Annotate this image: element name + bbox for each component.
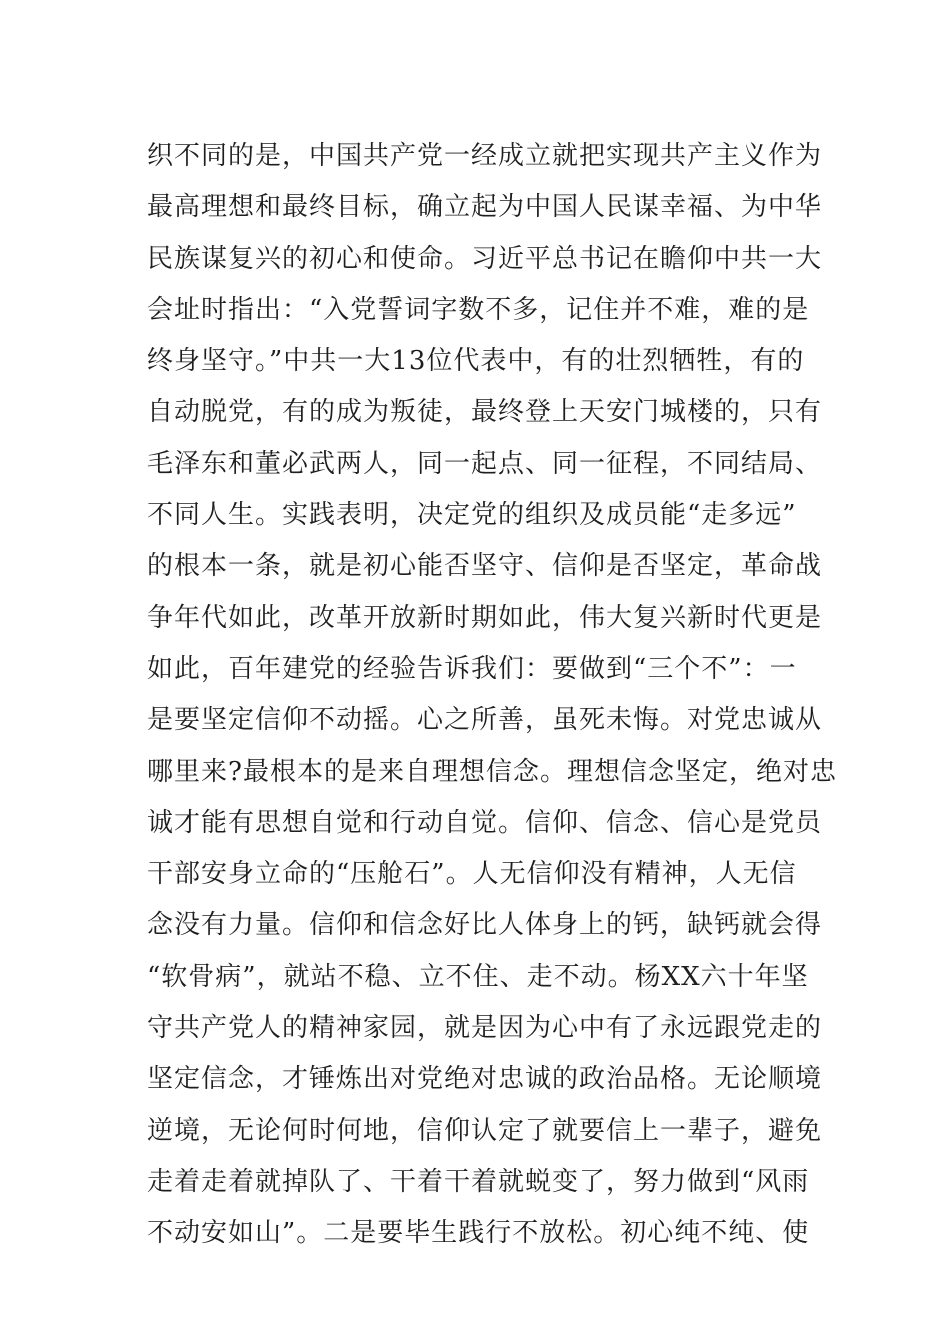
text-line-6: 自动脱党，有的成为叛徒，最终登上天安门城楼的，只有 [147,397,823,428]
text-line-22: 不动安如山”。二是要毕生践行不放松。初心纯不纯、使 [147,1218,810,1249]
body-text [147,131,837,1260]
text-line-15: 干部安身立命的“压舱石”。人无信仰没有精神，人无信 [147,859,797,890]
text-line-3: 民族谋复兴的初心和使命。习近平总书记在瞻仰中共一大 [147,243,823,274]
text-line-5: 终身坚守。”中共一大13位代表中，有的壮烈牺牲，有的 [147,346,805,377]
text-line-13: 哪里来?最根本的是来自理想信念。理想信念坚定，绝对忠 [147,756,837,787]
text-line-9: 的根本一条，就是初心能否坚守、信仰是否坚定，革命战 [147,551,823,582]
text-line-1: 织不同的是，中国共产党一经成立就把实现共产主义作为 [147,141,823,171]
text-line-18: 守共产党人的精神家园，就是因为心中有了永远跟党走的 [147,1013,823,1044]
text-line-16: 念没有力量。信仰和信念好比人体身上的钙，缺钙就会得 [147,910,823,941]
text-line-19: 坚定信念，才锤炼出对党绝对忠诚的政治品格。无论顺境 [147,1064,823,1095]
text-line-7: 毛泽东和董必武两人，同一起点、同一征程，不同结局、 [147,448,823,479]
text-line-8: 不同人生。实践表明，决定党的组织及成员能“走多远” [147,500,797,531]
text-line-11: 如此，百年建党的经验告诉我们：要做到“三个不”：一 [147,653,797,684]
text-line-2: 最高理想和最终目标，确立起为中国人民谋幸福、为中华 [147,192,823,223]
text-line-21: 走着走着就掉队了、干着干着就蜕变了，努力做到“风雨 [147,1166,810,1197]
text-line-12: 是要坚定信仰不动摇。心之所善，虽死未悔。对党忠诚从 [147,705,823,736]
text-line-20: 逆境，无论何时何地，信仰认定了就要信上一辈子，避免 [147,1115,823,1146]
text-line-10: 争年代如此，改革开放新时期如此，伟大复兴新时代更是 [147,602,823,633]
text-line-17: “软骨病”，就站不稳、立不住、走不动。杨XX六十年坚 [147,961,809,992]
text-line-14: 诚才能有思想自觉和行动自觉。信仰、信念、信心是党员 [147,807,823,838]
text-line-4: 会址时指出：“入党誓词字数不多，记住并不难，难的是 [147,294,810,325]
